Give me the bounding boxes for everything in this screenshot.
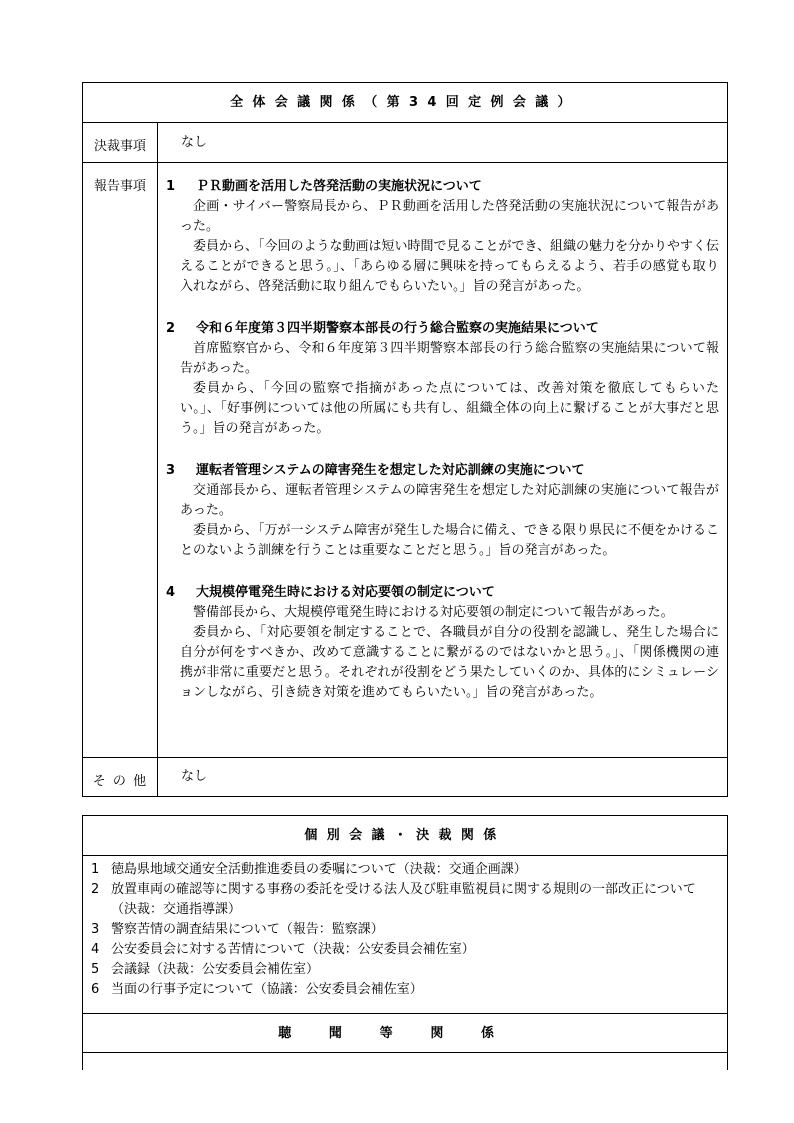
report-item-heading: 令和６年度第３四半期警察本部長の行う総合監察の実施結果について bbox=[196, 321, 599, 336]
report-item-title bbox=[166, 319, 719, 339]
report-paragraph: 委員から、「万が一システム障害が発生した場合に備え、できる限り県民に不便をかけることのないよう訓練を行うことは重要なことだと思う。」旨の発言があった。 bbox=[180, 523, 719, 558]
report-item-heading: ＰＲ動画を活用した啓発活動の実施状況について bbox=[196, 179, 482, 194]
decisions-label: 決裁事項 bbox=[83, 123, 158, 162]
reports-row bbox=[83, 163, 727, 758]
report-item-number: 1 bbox=[166, 179, 176, 194]
hearing-header: 聴聞等関係 bbox=[83, 1013, 727, 1053]
plenary-meeting-table bbox=[82, 82, 728, 797]
report-item-title bbox=[166, 583, 719, 603]
report-item-number: 4 bbox=[166, 585, 176, 600]
list-item bbox=[91, 920, 717, 940]
list-item-text: 公安委員会に対する苦情について（決裁：公安委員会補佐室） bbox=[111, 942, 475, 957]
list-item-number: 2 bbox=[91, 882, 100, 897]
report-item bbox=[166, 461, 719, 561]
list-item-text: 徳島県地域交通安全活動推進委員の委嘱について（決裁：交通企画課） bbox=[111, 862, 527, 877]
other-row bbox=[83, 758, 727, 796]
report-paragraph: 交通部長から、運転者管理システムの障害発生を想定した対応訓練の実施について報告があった。 bbox=[180, 483, 719, 518]
list-item-number: 3 bbox=[91, 922, 100, 937]
report-paragraph: 首席監察官から、令和６年度第３四半期警察本部長の行う総合監察の実施結果について報告があった。 bbox=[180, 341, 719, 376]
list-item-text: 会議録（決裁：公安委員会補佐室） bbox=[111, 962, 320, 977]
list-item-number: 5 bbox=[91, 962, 100, 977]
report-paragraph: 警備部長から、大規模停電発生時における対応要領の制定について報告があった。 bbox=[193, 605, 674, 620]
list-item bbox=[91, 960, 717, 980]
report-item-number: 3 bbox=[166, 463, 176, 478]
report-item-title bbox=[166, 177, 719, 197]
reports-label: 報告事項 bbox=[83, 163, 158, 757]
individual-meeting-header: 個別会議・決裁関係 bbox=[83, 816, 727, 856]
report-item-heading: 大規模停電発生時における対応要領の制定について bbox=[196, 585, 495, 600]
report-item bbox=[166, 583, 719, 703]
list-item-number: 6 bbox=[91, 982, 100, 997]
list-item-text: 放置車両の確認等に関する事務の委託を受ける法人及び駐車監視員に関する規則の一部改正について（決裁：交通指導課） bbox=[111, 882, 696, 917]
report-item-title bbox=[166, 461, 719, 481]
plenary-meeting-header: 全体会議関係（第34回定例会議） bbox=[83, 83, 727, 123]
list-item-number: 1 bbox=[91, 862, 100, 877]
report-item-heading: 運転者管理システムの障害発生を想定した対応訓練の実施について bbox=[196, 463, 585, 478]
list-item-number: 4 bbox=[91, 942, 100, 957]
list-item-text: 警察苦情の調査結果について（報告：監察課） bbox=[111, 922, 384, 937]
list-item bbox=[91, 980, 717, 1000]
other-label: その他 bbox=[83, 758, 158, 796]
decisions-value: なし bbox=[181, 135, 208, 150]
reports-content bbox=[166, 177, 719, 703]
report-paragraph: 企画・サイバー警察局長から、ＰＲ動画を活用した啓発活動の実施状況について報告があった。 bbox=[180, 199, 719, 234]
report-item-number: 2 bbox=[166, 321, 176, 336]
report-item bbox=[166, 177, 719, 297]
list-item bbox=[91, 860, 717, 880]
list-item bbox=[91, 880, 717, 920]
list-item-text: 当面の行事予定について（協議：公安委員会補佐室） bbox=[111, 982, 423, 997]
report-paragraph: 委員から、「対応要領を制定することで、各職員が自分の役割を認識し、発生した場合に自分が何をすべきか、改めて意識することに繋がるのではないかと思う。」、「関係機関の連携が非常に重要だと思う。それぞれが役割をどう果たしていくのか、具体的にシミュレーションしながら、引き続き対策を進めてもらいたい。」旨の発言があった。 bbox=[180, 625, 719, 700]
report-paragraph: 委員から、「今回の監察で指摘があった点については、改善対策を徹底してもらいたい。」、「好事例については他の所属にも共有し、組織全体の向上に繋げることが大事だと思う。」旨の発言があった。 bbox=[180, 381, 719, 436]
report-paragraph: 委員から、「今回のような動画は短い時間で見ることができ、組織の魅力を分かりやすく伝えることができると思う。」、「あらゆる層に興味を持ってもらえるよう、若手の感覚も取り入れながら、啓発活動に取り組んでもらいたい。」旨の発言があった。 bbox=[180, 239, 719, 294]
list-item bbox=[91, 940, 717, 960]
individual-meeting-table bbox=[82, 815, 728, 1070]
individual-meeting-list bbox=[91, 860, 717, 1000]
other-value: なし bbox=[181, 769, 208, 784]
decisions-row bbox=[83, 123, 727, 163]
report-item bbox=[166, 319, 719, 439]
